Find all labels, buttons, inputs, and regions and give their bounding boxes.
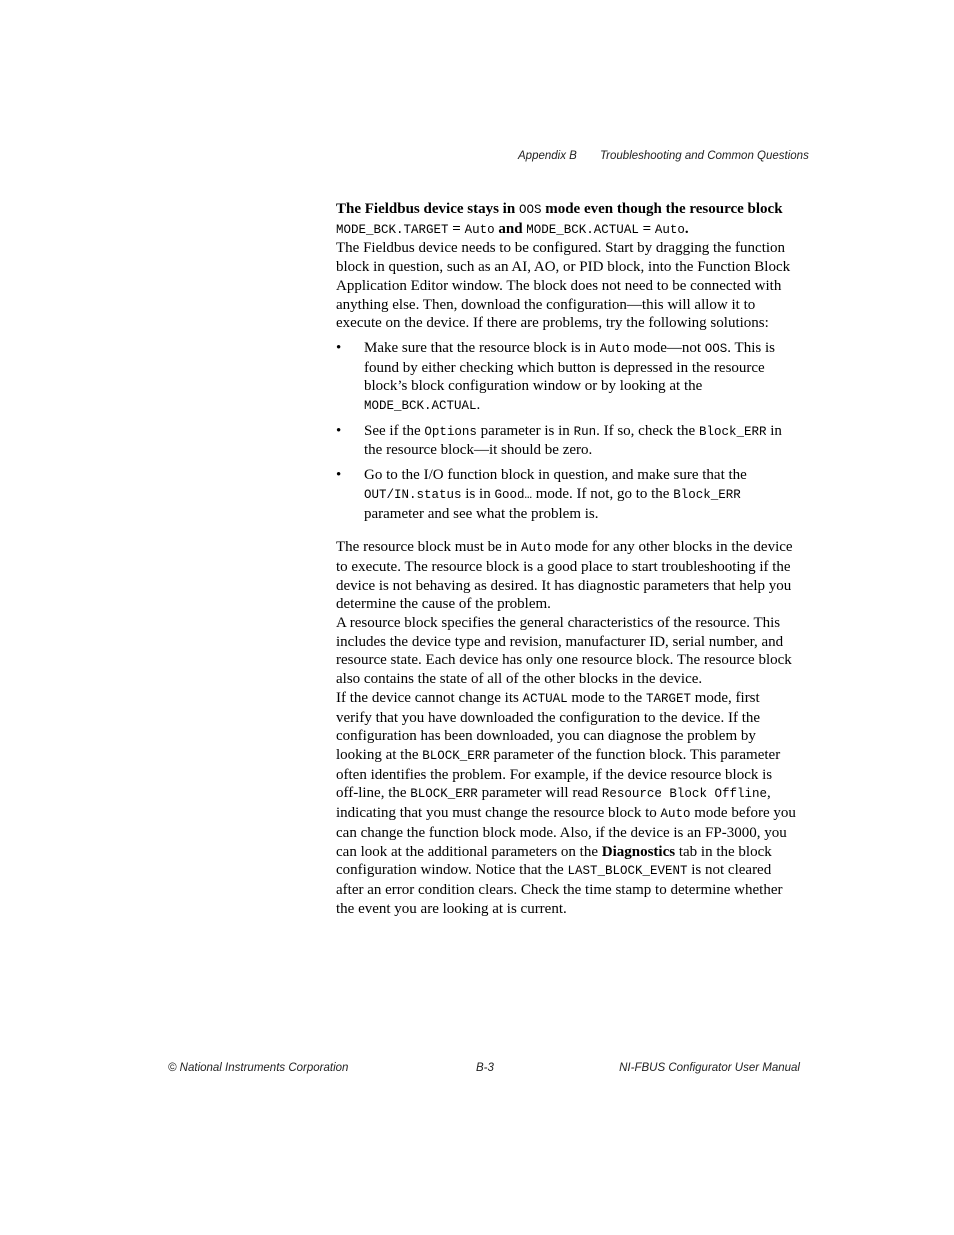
solutions-list [336, 339, 798, 523]
question-heading: The Fieldbus device stays in OOS mode even though the resource block MODE_BCK.TARGET = Auto and MODE_BCK.ACTUAL = Auto. [336, 201, 783, 237]
main-content [336, 200, 798, 918]
list-item: • Make sure that the resource block is in Auto mode—not OOS. This is found by either checking which button is depressed in the resource block’s block configuration window or by looking at the MODE_BCK.ACTUAL. [336, 339, 775, 414]
list-item: • Go to the I/O function block in question, and make sure that the OUT/IN.status is in Good… mode. If not, go to the Block_ERR parameter and see what the problem is. [336, 467, 747, 522]
header-title: Troubleshooting and Common Questions [600, 150, 809, 162]
list-item: • See if the Options parameter is in Run. If so, check the Block_ERR in the resource block—it should be zero. [336, 422, 782, 459]
bullet-marker: • [336, 422, 342, 439]
footer-page-number: B-3 [476, 1062, 494, 1074]
bullet-marker: • [336, 339, 342, 356]
paragraph-resource-auto: The resource block must be in Auto mode for any other blocks in the device to execute. The resource block is a good place to start troubleshooting if the device is not behaving as desired. It has diagnostic parameters that help you determine the cause of the problem. [336, 539, 793, 613]
header-appendix: Appendix B [518, 150, 577, 162]
paragraph-resource-block: A resource block specifies the general characteristics of the resource. This includes the device type and revision, manufacturer ID, serial number, and resource state. Each device has only one resource block. The resource block also contains the state of all of the other blocks in the device. [336, 615, 792, 688]
footer-manual-title: NI-FBUS Configurator User Manual [619, 1062, 800, 1074]
footer-copyright: © National Instruments Corporation [168, 1062, 349, 1074]
bullet-marker: • [336, 467, 342, 484]
paragraph-actual-mode: If the device cannot change its ACTUAL mode to the TARGET mode, first verify that you have downloaded the configuration to the device. If the configuration has been downloaded, you can diagnose the problem by looking at the BLOCK_ERR parameter of the function block. This parameter often identifies the problem. For example, if the device resource block is off-line, the BLOCK_ERR parameter will read Resource Block Offline, indicating that you must change the resource block to Auto mode before you can change the function block mode. Also, if the device is an FP-3000, you can look at the additional parameters on the Diagnostics tab in the block configuration window. Notice that the LAST_BLOCK_EVENT is not cleared after an error condition clears. Check the time stamp to determine whether the event you are looking at is current. [336, 689, 796, 917]
paragraph-intro: The Fieldbus device needs to be configured. Start by dragging the function block in question, such as an AI, AO, or PID block, into the Function Block Application Editor window. The block does not need to be connected with anything else. Then, download the configuration—this will allow it to execute on the device. If there are problems, try the following solutions: [336, 240, 791, 332]
